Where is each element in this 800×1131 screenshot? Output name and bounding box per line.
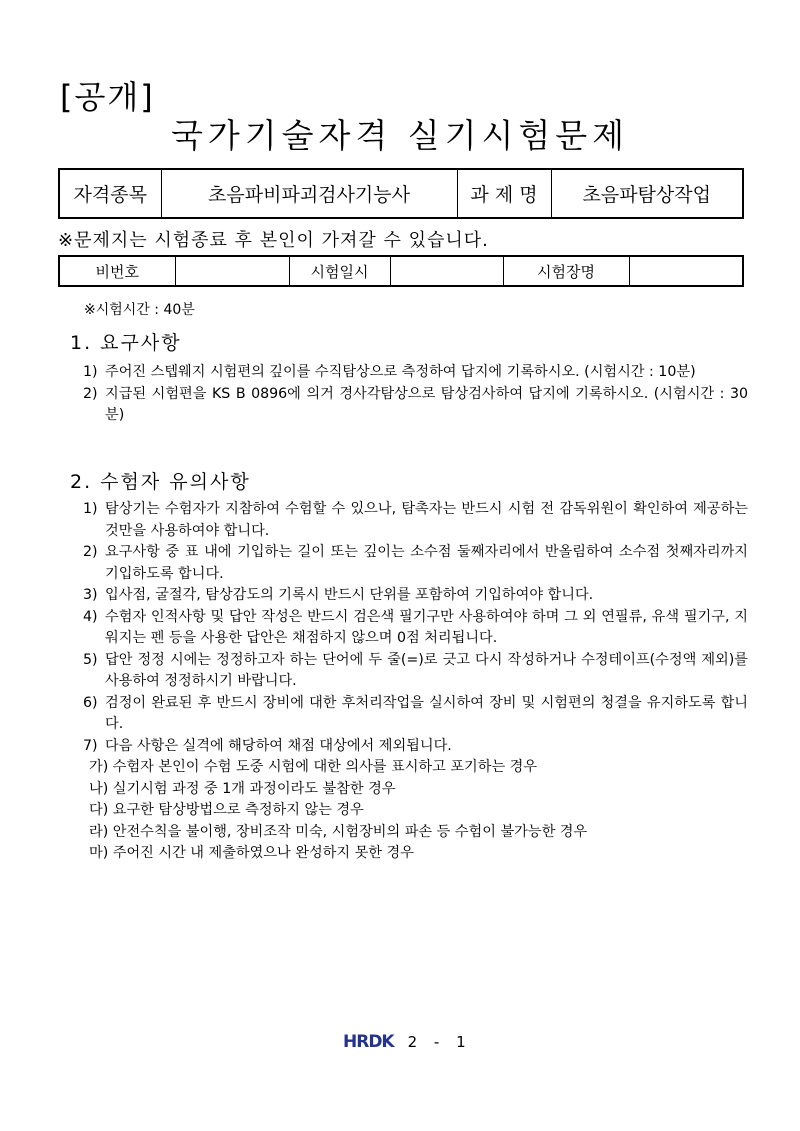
task-value: 초음파탐상작업 xyxy=(551,169,743,218)
section-requirements-heading: 1. 요구사항 xyxy=(70,332,182,354)
requirements-list xyxy=(83,362,748,427)
exam-venue-value xyxy=(629,256,743,286)
page-title: 국가기술자격 실기시험문제 xyxy=(170,116,630,155)
disqualification-item: 나) 실기시험 과정 중 1개 과정이라도 불참한 경우 xyxy=(89,780,396,797)
list-item: 6) 검정이 완료된 후 반드시 장비에 대한 후처리작업을 실시하여 장비 및 시험편의 청결을 유지하도록 합니다. xyxy=(83,694,748,732)
list-item: 1) 탐상기는 수험자가 지참하여 수험할 수 있으나, 탐촉자는 반드시 시험 전 감독위원이 확인하여 제공하는 것만을 사용하여야 합니다. xyxy=(83,501,748,539)
disqualification-item: 마) 주어진 시간 내 제출하였으나 완성하지 못한 경우 xyxy=(89,845,414,861)
list-item: 1) 주어진 스텝웨지 시험편의 깊이를 수직탐상으로 측정하여 답지에 기록하시오. (시험시간 : 10분) xyxy=(83,364,696,380)
list-item: 3) 입사점, 굴절각, 탐상감도의 기록시 반드시 단위를 포함하여 기입하여야 합니다. xyxy=(83,587,594,603)
exam-date-label: 시험일시 xyxy=(289,256,390,286)
qualification-value: 초음파비파괴검사기능사 xyxy=(161,169,457,218)
pin-value xyxy=(175,256,289,286)
page-footer xyxy=(343,1032,472,1052)
disqualification-item: 다) 요구한 탐상방법으로 측정하지 않는 경우 xyxy=(89,802,364,818)
list-item: 7) 다음 사항은 실격에 해당하여 채점 대상에서 제외됩니다. xyxy=(83,737,452,754)
examinee-info-table xyxy=(58,255,744,287)
pin-label: 비번호 xyxy=(59,256,175,286)
section-cautions-heading: 2. 수험자 유의사항 xyxy=(70,471,251,493)
page-number: 2 - 1 xyxy=(407,1033,472,1051)
disqualification-item: 가) 수험자 본인이 수험 도중 시험에 대한 의사를 표시하고 포기하는 경우 xyxy=(89,759,538,775)
list-item: 5) 답안 정정 시에는 정정하고자 하는 단어에 두 줄(=)로 긋고 다시 작성하거나 수정테이프(수정액 제외)를 사용하여 정정하시기 바랍니다. xyxy=(83,651,748,689)
exam-date-value xyxy=(390,256,503,286)
qualification-label: 자격종목 xyxy=(59,169,161,218)
take-home-notice: ※문제지는 시험종료 후 본인이 가져갈 수 있습니다. xyxy=(58,230,489,251)
list-item: 4) 수험자 인적사항 및 답안 작성은 반드시 검은색 필기구만 사용하여야 하며 그 외 연필류, 유색 필기구, 지워지는 펜 등을 사용한 답안은 채점하지 않으며 0점 처리됩니다. xyxy=(83,608,748,646)
qualification-table xyxy=(58,168,744,219)
disqualification-item: 라) 안전수칙을 불이행, 장비조작 미숙, 시험장비의 파손 등 수험이 불가능한 경우 xyxy=(89,823,588,840)
public-tag: [공개] xyxy=(60,78,155,116)
list-item: 2) 요구사항 중 표 내에 기입하는 길이 또는 깊이는 소수점 둘째자리에서 반올림하여 소수점 첫째자리까지 기입하도록 합니다. xyxy=(83,544,748,582)
list-item: 2) 지급된 시험편을 KS B 0896에 의거 경사각탐상으로 탐상검사하여 답지에 기록하시오. (시험시간 : 30분) xyxy=(83,385,748,423)
hrdk-logo: HRDK xyxy=(343,1032,394,1052)
exam-venue-label: 시험장명 xyxy=(503,256,629,286)
task-label: 과 제 명 xyxy=(457,169,551,218)
cautions-list xyxy=(83,499,748,865)
exam-time-note: ※시험시간 : 40분 xyxy=(84,302,195,318)
